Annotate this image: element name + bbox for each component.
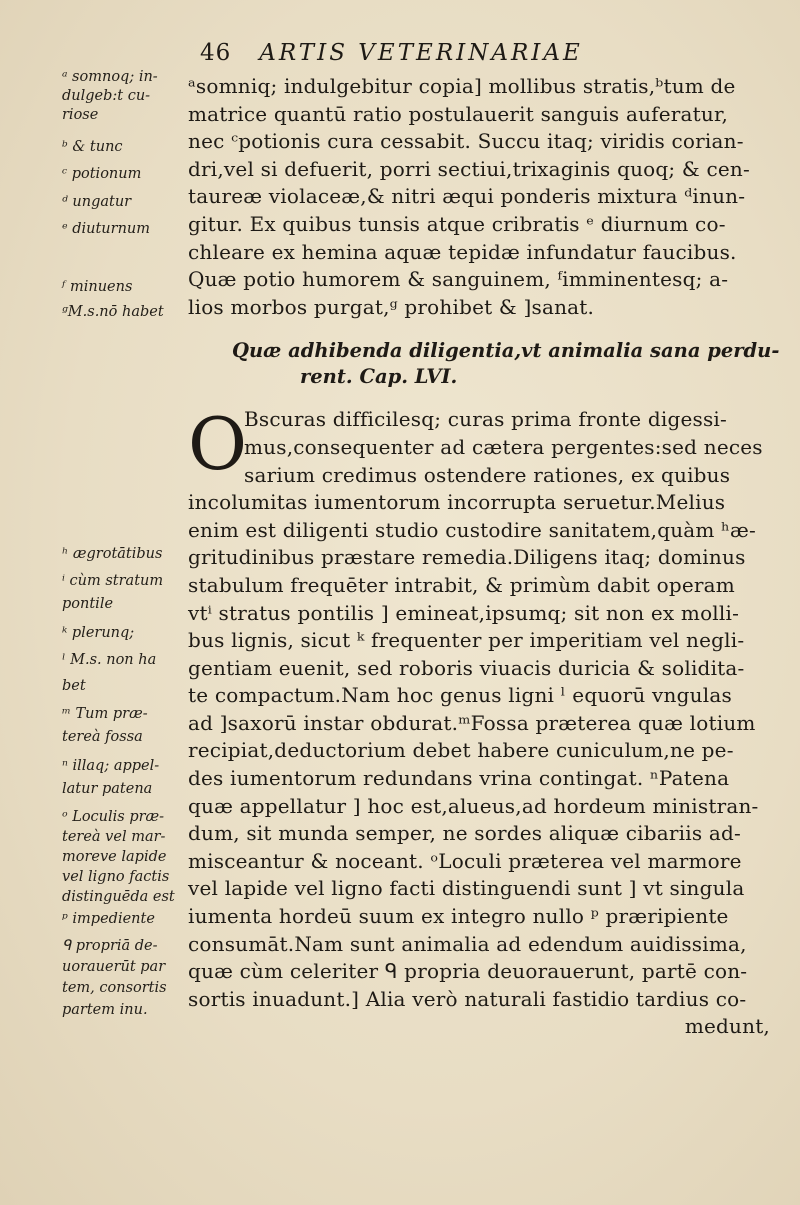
text-line: enim est diligenti studio custodire sanitatem,quàm ʰæ- (188, 517, 756, 542)
text-line: taureæ violaceæ,& nitri æqui ponderis mixtura ᵈinun- (188, 184, 746, 209)
margin-note: ᵐ Tum præ- (62, 706, 148, 722)
margin-note: ᵉ diuturnum (62, 221, 151, 237)
margin-note: ᵃ somnoq; in- (62, 69, 158, 85)
text-line: dum, sit munda semper, ne sordes aliquæ cibariis ad- (188, 821, 741, 846)
text-line: gitur. Ex quibus tunsis atque cribratis ᵉ diurnum co- (188, 211, 726, 236)
text-line: bus lignis, sicut ᵏ frequenter per imperitiam vel negli- (188, 628, 745, 653)
margin-note: ᵖ impediente (62, 911, 155, 927)
text-line: quæ appellatur ] hoc est,alueus,ad hordeum ministran- (188, 793, 759, 818)
page-number: 46 (200, 40, 232, 66)
text-line: matrice quantū ratio postulauerit sanguis auferatur, (188, 101, 729, 126)
text-line: vel lapide vel ligno facti distinguendi sunt ] vt singula (188, 876, 745, 901)
text-line: Bscuras difficilesq; curas prima fronte digessi- (244, 407, 727, 432)
text-line: ᵃsomniq; indulgebitur copia] mollibus stratis,ᵇtum de (188, 74, 736, 98)
text-line: recipiat,deductorium debet habere cuniculum,ne pe- (188, 738, 734, 763)
running-title: ARTIS VETERINARIAE (259, 40, 583, 66)
text-line: misceantur & noceant. ᵒLoculi præterea vel marmore (188, 848, 742, 873)
margin-note: moreve lapide (62, 849, 167, 865)
chapter-opening (188, 402, 778, 489)
chapter-heading-line-1: Quæ adhibenda diligentia,vt animalia sana perdu- (232, 339, 780, 363)
margin-note: latur patena (62, 781, 153, 797)
margin-note: dulgeb:t cu- (62, 88, 151, 104)
marginalia-top (62, 68, 184, 328)
margin-note: tem, consortis (62, 980, 167, 996)
text-line: iumenta hordeū suum ex integro nullo ᵖ præripiente (188, 904, 729, 929)
margin-note: ᵒ Loculis præ- (62, 809, 165, 825)
text-line: sarium credimus ostendere rationes, ex quibus (244, 462, 731, 487)
margin-note: partem inu. (62, 1002, 148, 1018)
margin-note: ᵈ ungatur (62, 194, 132, 210)
drop-cap: O (188, 402, 248, 487)
margin-note: ᑫ propriā de- (62, 938, 158, 954)
margin-note: distinguēda est (62, 889, 175, 905)
margin-note: pontile (62, 596, 114, 612)
margin-note: vel ligno factis (62, 869, 170, 885)
chapter-heading-line-2: rent. Cap. LVI. (300, 365, 458, 389)
main-text-block (188, 73, 778, 1041)
margin-note: ᶜ potionum (62, 166, 142, 182)
text-line: mus,consequenter ad cætera pergentes:sed neces (244, 434, 763, 459)
margin-note: ᵇ & tunc (62, 139, 123, 155)
text-line: nec ᶜpotionis cura cessabit. Succu itaq; viridis corian- (188, 129, 744, 154)
text-line: dri,vel si defuerit, porri sectiui,trixaginis quoq; & cen- (188, 156, 750, 181)
text-line: stabulum frequēter intrabit, & primùm dabit operam (188, 572, 735, 597)
margin-note: ᶠ minuens (62, 279, 133, 295)
text-line: Quæ potio humorem & sanguinem, ᶠimminentesq; a- (188, 267, 729, 292)
text-line: gentiam euenit, sed roboris viuacis duricia & solidita- (188, 655, 745, 680)
margin-note: riose (62, 107, 99, 123)
margin-note: ⁿ illaq; appel- (62, 758, 160, 774)
text-line: gritudinibus præstare remedia.Diligens itaq; dominus (188, 545, 746, 570)
running-header (200, 40, 760, 66)
margin-note: ʰ ægrotātibus (62, 546, 163, 562)
margin-note: tereà vel mar- (62, 829, 166, 845)
text-line: quæ cùm celeriter ᑫ propria deuorauerunt, partē con- (188, 959, 748, 984)
text-line: chleare ex hemina aquæ tepidæ infundatur faucibus. (188, 239, 737, 264)
text-line: te compactum.Nam hoc genus ligni ˡ equorū vngulas (188, 683, 732, 708)
text-line: lios morbos purgat,ᵍ prohibet & ]sanat. (188, 294, 595, 319)
margin-note: ⁱ cùm stratum (62, 573, 164, 589)
paragraph-after-chapter (188, 489, 778, 1041)
catchword: medunt, (684, 1014, 770, 1039)
margin-note: ᵍM.s.nō habet (62, 304, 164, 320)
marginalia-bottom (62, 545, 184, 1105)
margin-note: ᵏ plerunq; (62, 625, 135, 641)
margin-note: uorauerūt par (62, 959, 166, 975)
paragraph-before-chapter (188, 73, 778, 321)
text-line: incolumitas iumentorum incorrupta seruetur.Melius (188, 490, 726, 515)
text-line: des iumentorum redundans vrina contingat. ⁿPatena (188, 766, 730, 791)
margin-note: bet (62, 678, 86, 694)
text-line: consumāt.Nam sunt animalia ad edendum auidissima, (188, 931, 747, 956)
margin-note: tereà fossa (62, 729, 143, 745)
text-line: vtⁱ stratus pontilis ] emineat,ipsumq; sit non ex molli- (188, 600, 740, 625)
text-line: sortis inuadunt.] Alia verò naturali fastidio tardius co- (188, 986, 747, 1011)
text-line: ad ]saxorū instar obdurat.ᵐFossa præterea quæ lotium (188, 710, 756, 735)
margin-note: ˡ M.s. non ha (62, 652, 157, 668)
